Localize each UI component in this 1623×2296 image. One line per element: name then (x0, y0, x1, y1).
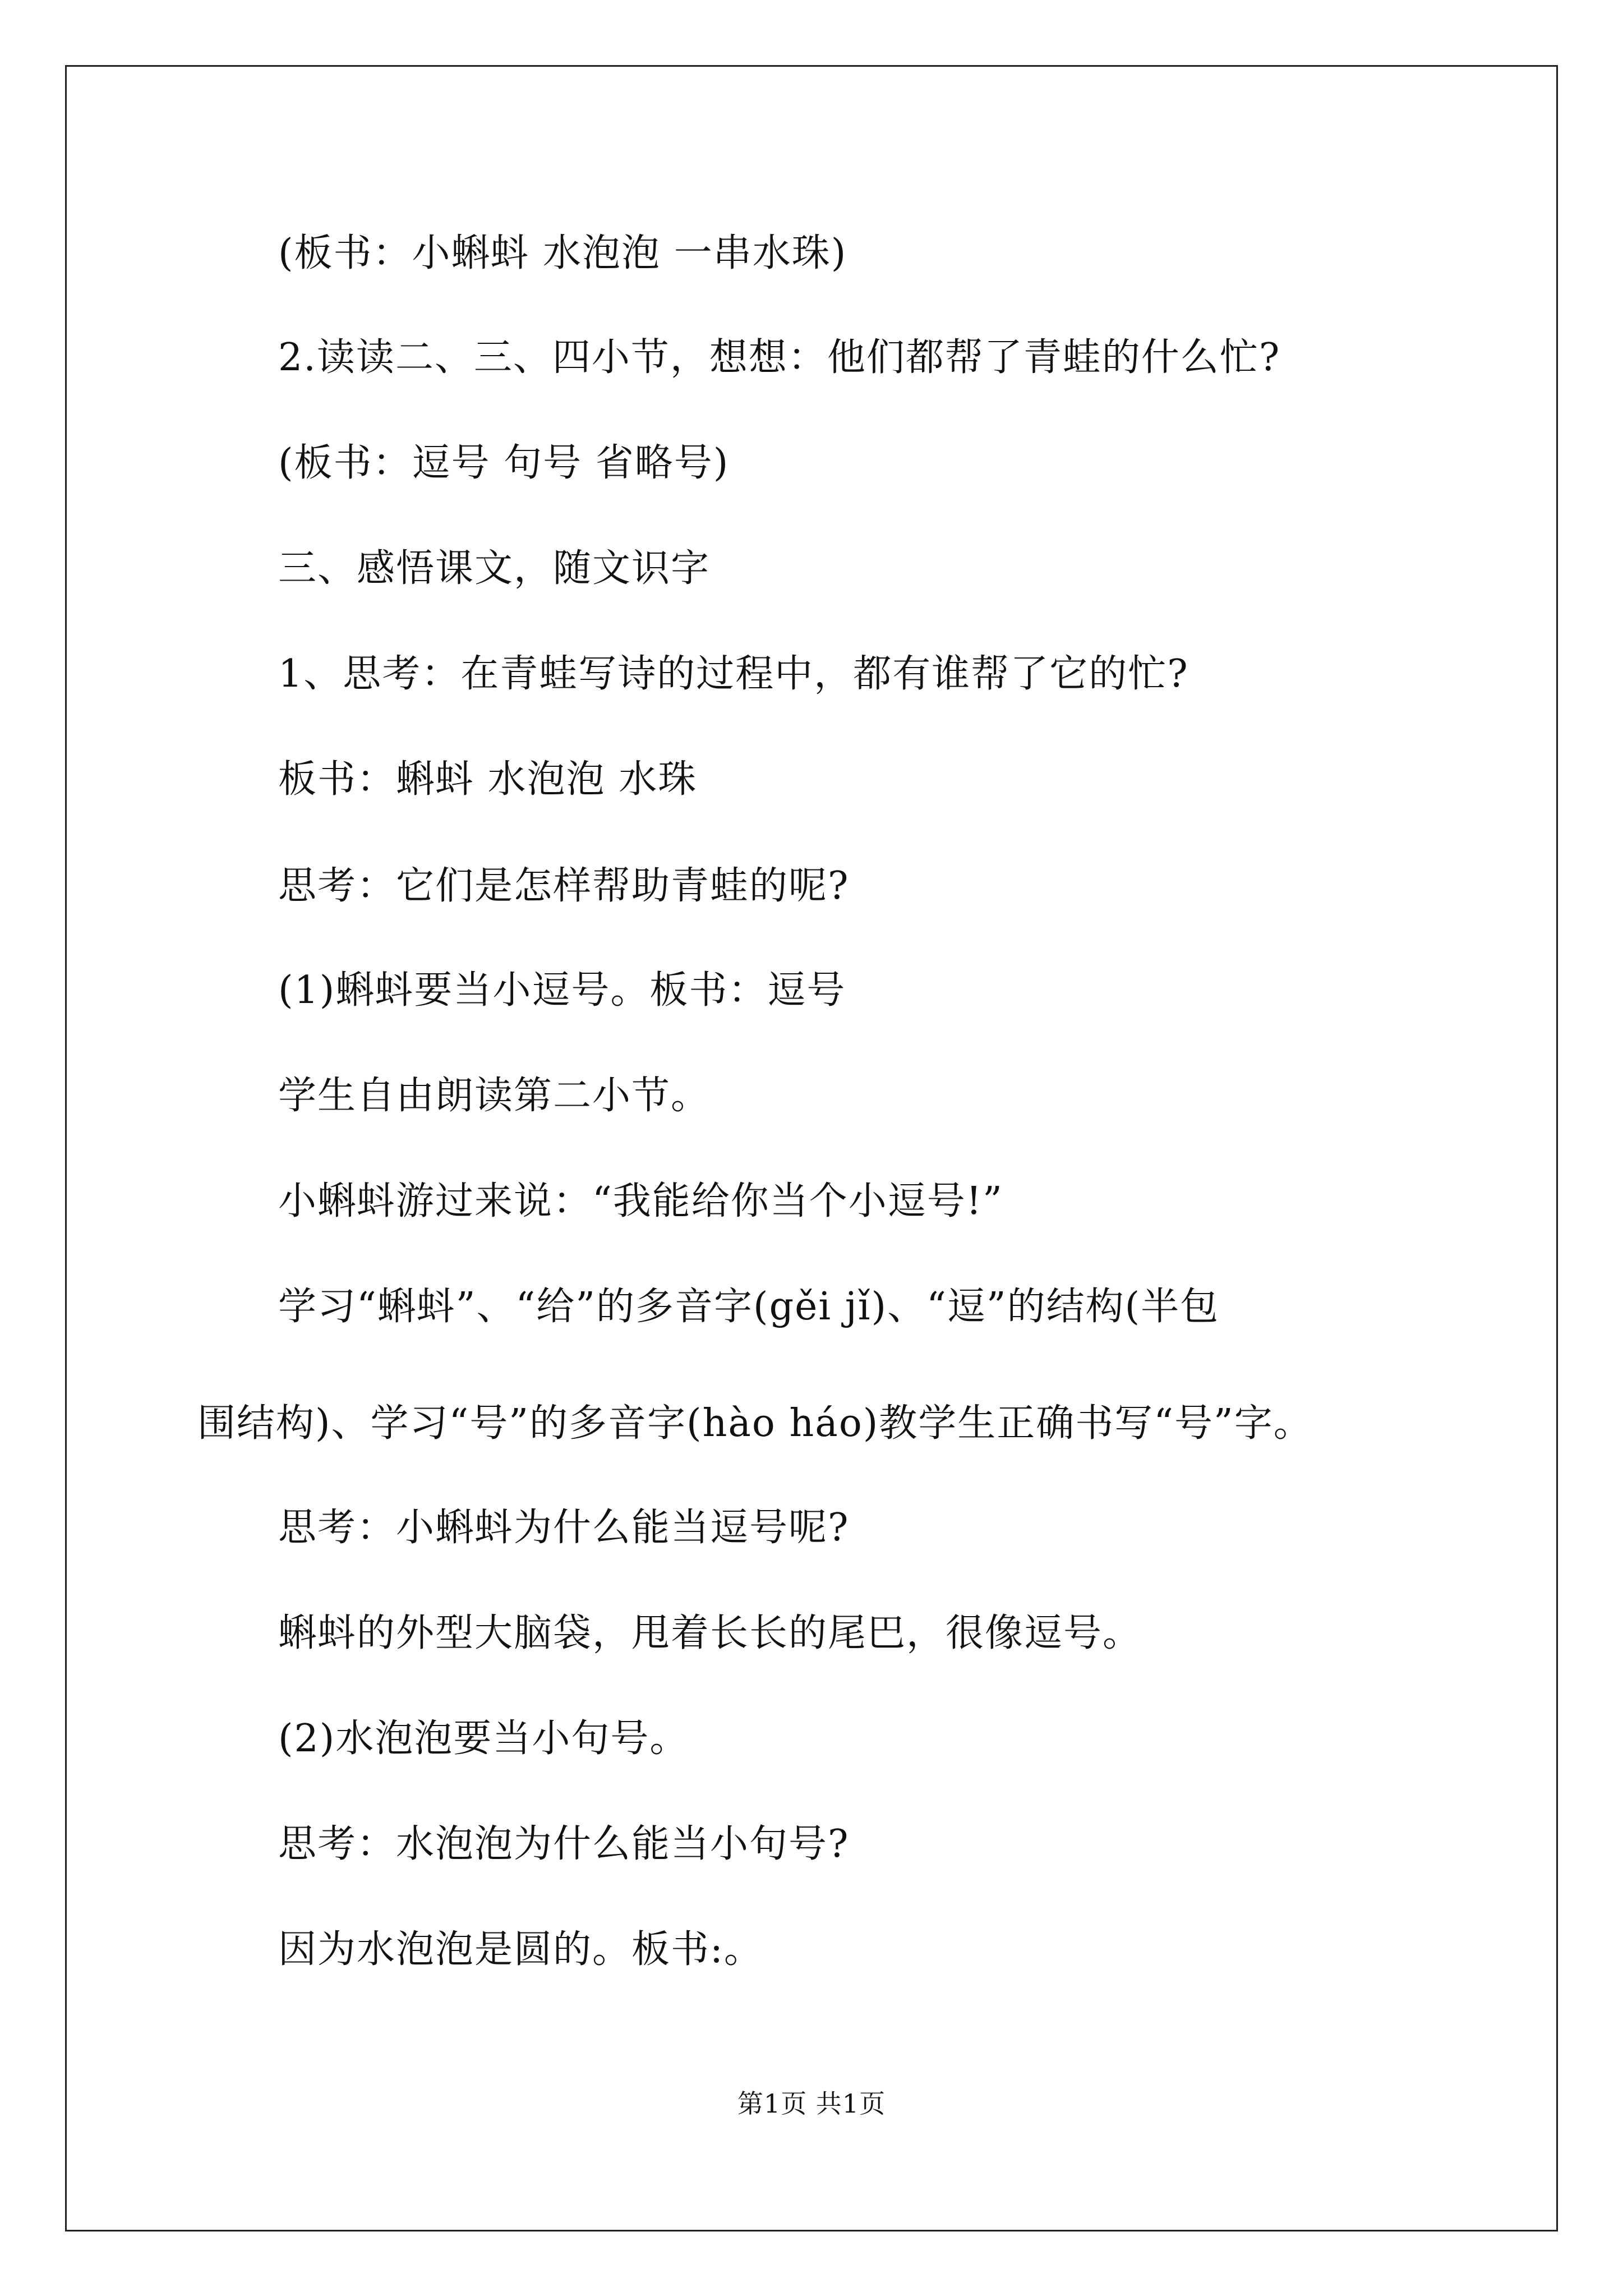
paragraph-9: 学生自由朗读第二小节。 (278, 1074, 711, 1118)
paragraph-5: 1、思考：在青蛙写诗的过程中，都有谁帮了它的忙? (278, 652, 1189, 696)
paragraph-2: 2.读读二、三、四小节，想想：他们都帮了青蛙的什么忙? (278, 335, 1281, 380)
paragraph-4: 三、感悟课文，随文识字 (278, 546, 711, 591)
paragraph-11-line-1: 学习“蝌蚪”、“给”的多音字(gěi jǐ)、“逗”的结构(半包 (278, 1285, 1220, 1329)
paragraph-14: (2)水泡泡要当小句号。 (278, 1717, 689, 1761)
paragraph-1: (板书：小蝌蚪 水泡泡 一串水珠) (278, 231, 847, 275)
paragraph-8: (1)蝌蚪要当小逗号。板书：逗号 (278, 968, 846, 1013)
paragraph-3: (板书：逗号 句号 省略号) (278, 441, 730, 485)
paragraph-12: 思考：小蝌蚪为什么能当逗号呢? (278, 1506, 850, 1550)
paragraph-7: 思考：它们是怎样帮助青蛙的呢? (278, 864, 850, 908)
page-border (65, 65, 1558, 2231)
paragraph-13: 蝌蚪的外型大脑袋，甩着长长的尾巴，很像逗号。 (278, 1611, 1142, 1655)
paragraph-11-line-2: 围结构)、学习“号”的多音字(hào háo)教学生正确书写“号”字。 (197, 1401, 1313, 1446)
paragraph-6: 板书：蝌蚪 水泡泡 水珠 (278, 757, 698, 802)
paragraph-15: 思考：水泡泡为什么能当小句号? (278, 1822, 850, 1866)
paragraph-16: 因为水泡泡是圆的。板书:。 (278, 1927, 763, 1972)
page-footer: 第1页 共1页 (737, 2088, 886, 2119)
paragraph-10: 小蝌蚪游过来说：“我能给你当个小逗号!” (278, 1179, 1003, 1223)
